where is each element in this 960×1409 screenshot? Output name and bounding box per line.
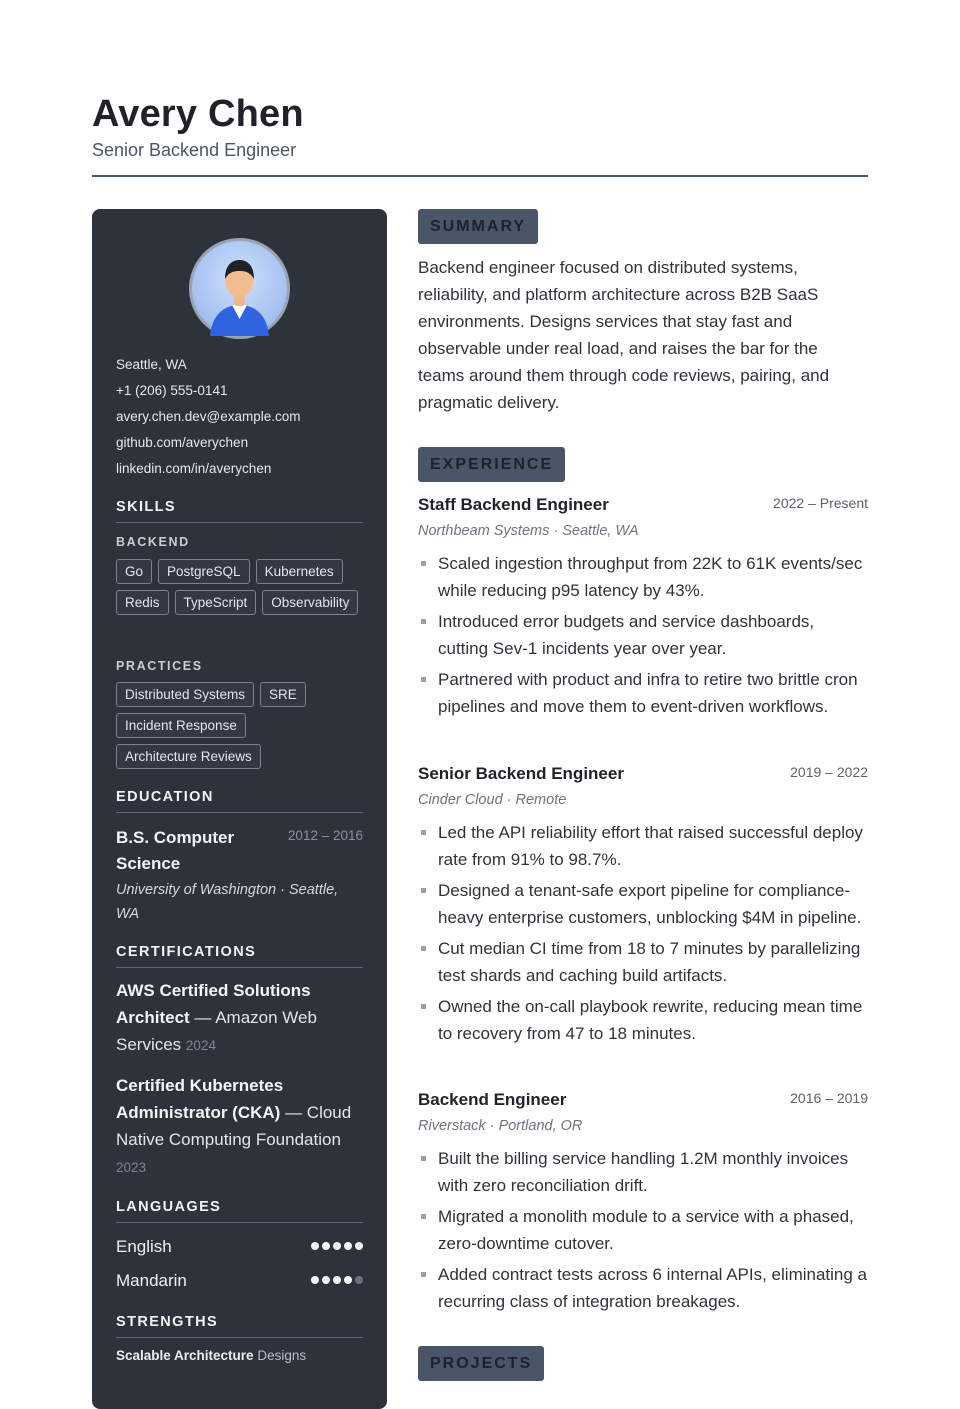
experience-heading: EXPERIENCE xyxy=(418,447,565,482)
sidebar xyxy=(92,209,387,1409)
proficiency-dot xyxy=(344,1276,352,1284)
job-bullet: Added contract tests across 6 internal APIs, eliminating a recurring class of integration breakages. xyxy=(418,1261,868,1315)
skill-chip: PostgreSQL xyxy=(158,559,250,584)
job-bullet: Built the billing service handling 1.2M monthly invoices with zero reconciliation drift. xyxy=(418,1145,868,1199)
skills-heading: SKILLS xyxy=(116,499,363,523)
skill-group-practices: PRACTICES xyxy=(116,659,203,673)
education-years: 2012 – 2016 xyxy=(287,828,363,843)
skill-chips-practices xyxy=(116,682,366,769)
skill-chip: TypeScript xyxy=(175,590,257,615)
resume-header xyxy=(92,92,868,161)
skill-chip: SRE xyxy=(260,682,306,707)
candidate-name: Avery Chen xyxy=(92,93,304,135)
contact-location: Seattle, WA xyxy=(116,357,187,372)
proficiency-dot xyxy=(311,1242,319,1250)
summary-text: Backend engineer focused on distributed systems, reliability, and platform architecture across B2B SaaS environments. Designs services that stay fast and observable under real load, and raises the bar for the teams around them through code reviews, pairing, and pragmatic delivery. xyxy=(418,258,830,412)
job-entry xyxy=(418,1088,868,1319)
certification-item: Certified Kubernetes Administrator (CKA) — Cloud Native Computing Foundation 2023 xyxy=(116,1076,352,1175)
skill-group-backend: BACKEND xyxy=(116,535,190,549)
certification-item: AWS Certified Solutions Architect — Amazon Web Services 2024 xyxy=(116,981,317,1054)
skill-chip: Architecture Reviews xyxy=(116,744,261,769)
certification-issuer: Amazon Web Services xyxy=(116,1008,317,1054)
job-company: Cinder Cloud · Remote xyxy=(418,792,567,808)
education-heading: EDUCATION xyxy=(116,789,363,813)
education-school: University of Washington · Seattle, WA xyxy=(116,882,339,922)
proficiency-dots xyxy=(311,1276,363,1284)
job-bullet: Migrated a monolith module to a service with a phased, zero-downtime cutover. xyxy=(418,1203,868,1257)
language-item xyxy=(116,1271,363,1291)
job-bullets xyxy=(418,550,868,720)
language-name: Mandarin xyxy=(116,1271,187,1290)
strengths-heading: STRENGTHS xyxy=(116,1314,363,1338)
job-bullet: Introduced error budgets and service dashboards, cutting Sev-1 incidents year over year. xyxy=(418,608,868,662)
summary-heading: SUMMARY xyxy=(418,209,538,244)
language-item xyxy=(116,1237,363,1257)
certification-name: AWS Certified Solutions Architect xyxy=(116,981,311,1027)
job-bullet: Owned the on-call playbook rewrite, reducing mean time to recovery from 47 to 18 minutes. xyxy=(418,993,868,1047)
certifications-heading: CERTIFICATIONS xyxy=(116,944,363,968)
job-bullet: Scaled ingestion throughput from 22K to 61K events/sec while reducing p95 latency by 43%. xyxy=(418,550,868,604)
education-entry xyxy=(116,825,363,926)
job-bullet: Designed a tenant-safe export pipeline for compliance-heavy enterprise customers, unblocking $4M in pipeline. xyxy=(418,877,868,931)
language-name: English xyxy=(116,1237,172,1256)
job-bullet: Led the API reliability effort that raised successful deploy rate from 91% to 98.7%. xyxy=(418,819,868,873)
skill-chips-backend xyxy=(116,559,366,615)
proficiency-dot xyxy=(333,1276,341,1284)
certification-name: Certified Kubernetes Administrator (CKA) xyxy=(116,1076,284,1122)
skill-chip: Go xyxy=(116,559,152,584)
job-bullets xyxy=(418,819,868,1047)
contact-email[interactable]: avery.chen.dev@example.com xyxy=(116,409,301,424)
education-degree: B.S. Computer Science xyxy=(116,828,235,873)
skill-chip: Redis xyxy=(116,590,169,615)
job-company: Northbeam Systems · Seattle, WA xyxy=(418,523,639,539)
contact-github[interactable]: github.com/averychen xyxy=(116,435,249,450)
skill-chip: Incident Response xyxy=(116,713,246,738)
job-bullet: Partnered with product and infra to retire two brittle cron pipelines and move them to event-driven workflows. xyxy=(418,666,868,720)
candidate-title: Senior Backend Engineer xyxy=(92,140,297,160)
job-dates: 2016 – 2019 xyxy=(790,1090,868,1106)
proficiency-dots xyxy=(311,1242,363,1250)
proficiency-dot xyxy=(344,1242,352,1250)
certification-year: 2024 xyxy=(185,1038,216,1053)
job-company: Riverstack · Portland, OR xyxy=(418,1118,583,1134)
proficiency-dot xyxy=(322,1276,330,1284)
certification-year: 2023 xyxy=(116,1160,147,1175)
job-bullet: Cut median CI time from 18 to 7 minutes by parallelizing test shards and caching build artifacts. xyxy=(418,935,868,989)
proficiency-dot xyxy=(355,1242,363,1250)
header-divider xyxy=(92,175,868,177)
job-entry xyxy=(418,493,868,724)
job-bullets xyxy=(418,1145,868,1315)
proficiency-dot xyxy=(311,1276,319,1284)
proficiency-dot xyxy=(333,1242,341,1250)
job-title: Senior Backend Engineer xyxy=(418,764,624,783)
avatar xyxy=(189,238,290,339)
person-icon xyxy=(192,241,287,336)
projects-heading: PROJECTS xyxy=(418,1346,544,1381)
contact-linkedin[interactable]: linkedin.com/in/averychen xyxy=(116,461,272,476)
skill-chip: Distributed Systems xyxy=(116,682,254,707)
job-title: Staff Backend Engineer xyxy=(418,495,609,514)
job-dates: 2022 – Present xyxy=(773,495,868,511)
languages-heading: LANGUAGES xyxy=(116,1199,363,1223)
job-dates: 2019 – 2022 xyxy=(790,764,868,780)
skill-chip: Observability xyxy=(262,590,358,615)
job-title: Backend Engineer xyxy=(418,1090,567,1109)
proficiency-dot xyxy=(355,1276,363,1284)
skill-chip: Kubernetes xyxy=(256,559,343,584)
strength-desc: Designs xyxy=(257,1348,307,1363)
contact-info xyxy=(116,354,301,484)
proficiency-dot xyxy=(322,1242,330,1250)
strength-item xyxy=(116,1348,306,1363)
job-entry xyxy=(418,762,868,1051)
strength-name: Scalable Architecture xyxy=(116,1348,254,1363)
contact-phone[interactable]: +1 (206) 555-0141 xyxy=(116,383,228,398)
certification-issuer: Cloud Native Computing Foundation xyxy=(116,1103,352,1149)
